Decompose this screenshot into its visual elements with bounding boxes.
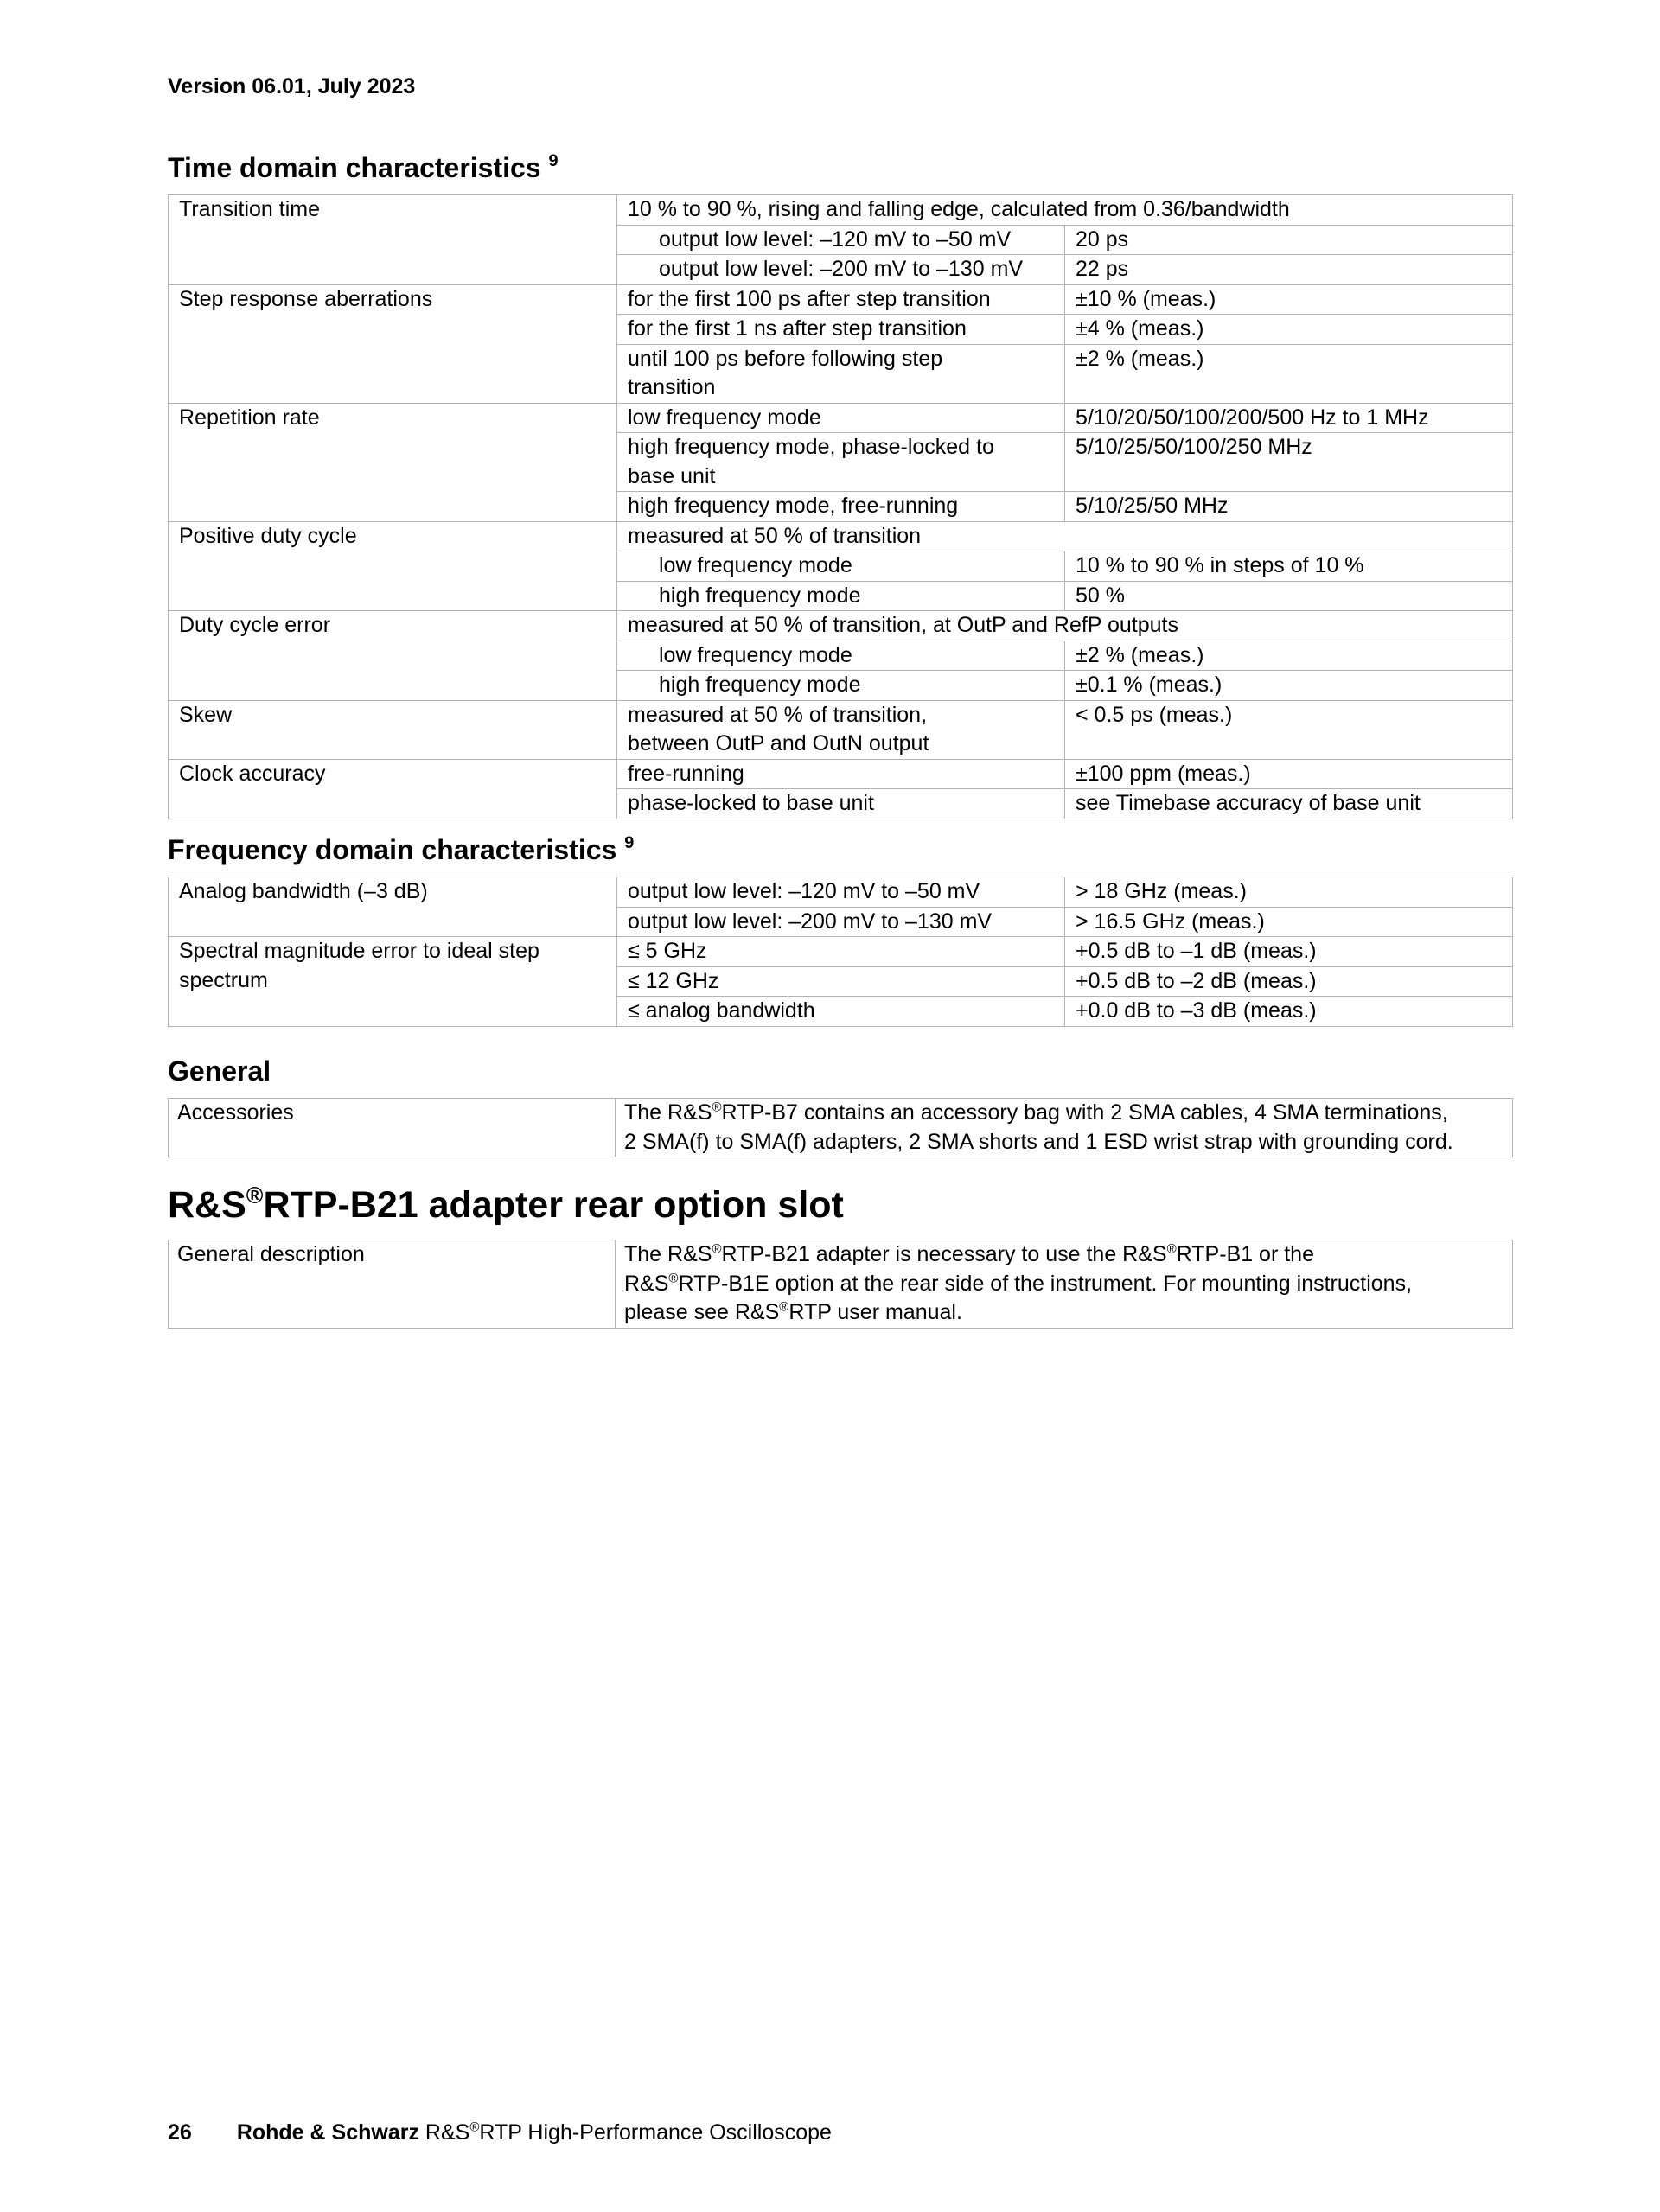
- row-value: > 16.5 GHz (meas.): [1065, 907, 1513, 937]
- row-condition: high frequency mode, phase-locked to base unit: [617, 433, 1065, 492]
- row-condition: ≤ 5 GHz: [617, 937, 1065, 967]
- table-row: [169, 759, 1513, 789]
- row-condition: high frequency mode: [617, 671, 1065, 701]
- row-value: 22 ps: [1065, 255, 1513, 285]
- row-condition: until 100 ps before following step transition: [617, 344, 1065, 403]
- row-value: +0.5 dB to –2 dB (meas.): [1065, 966, 1513, 997]
- row-condition: free-running: [617, 759, 1065, 789]
- version-header: Version 06.01, July 2023: [168, 74, 416, 99]
- row-value: 5/10/25/50/100/250 MHz: [1065, 433, 1513, 492]
- row-value: > 18 GHz (meas.): [1065, 877, 1513, 908]
- row-label: Duty cycle error: [169, 611, 617, 701]
- table-row: [169, 521, 1513, 551]
- row-value: ±10 % (meas.): [1065, 284, 1513, 315]
- b21-title-text: RTP-B21 adapter rear option slot: [263, 1184, 844, 1226]
- registered-mark: ®: [712, 1241, 722, 1257]
- b21-line-2: [624, 1270, 1502, 1299]
- row-condition: high frequency mode: [617, 581, 1065, 611]
- row-value: 10 % to 90 % in steps of 10 %: [1065, 551, 1513, 582]
- row-value: +0.5 dB to –1 dB (meas.): [1065, 937, 1513, 967]
- brand-text: The R&S: [624, 1242, 712, 1266]
- accessories-line-2: 2 SMA(f) to SMA(f) adapters, 2 SMA shorts and 1 ESD wrist strap with grounding cord.: [624, 1129, 1453, 1154]
- row-value: measured at 50 % of transition, at OutP and RefP outputs: [617, 611, 1513, 641]
- desc-text: RTP-B21 adapter is necessary to use the R&S: [721, 1242, 1167, 1266]
- row-value: 5/10/25/50 MHz: [1065, 492, 1513, 522]
- row-value: +0.0 dB to –3 dB (meas.): [1065, 997, 1513, 1027]
- row-condition: output low level: –120 mV to –50 mV: [617, 225, 1065, 255]
- row-condition: phase-locked to base unit: [617, 789, 1065, 819]
- row-value: 20 ps: [1065, 225, 1513, 255]
- table-row: [169, 403, 1513, 433]
- row-condition: ≤ 12 GHz: [617, 966, 1065, 997]
- table-row: [169, 195, 1513, 226]
- desc-text: please see R&S: [624, 1300, 780, 1324]
- table-row: [169, 1099, 1513, 1157]
- row-label: Repetition rate: [169, 403, 617, 521]
- row-value: ±100 ppm (meas.): [1065, 759, 1513, 789]
- row-value: ±0.1 % (meas.): [1065, 671, 1513, 701]
- b21-line-3: [624, 1298, 1502, 1328]
- b21-table: [168, 1240, 1513, 1329]
- row-condition: low frequency mode: [617, 641, 1065, 671]
- table-row: [169, 877, 1513, 908]
- row-condition: output low level: –120 mV to –50 mV: [617, 877, 1065, 908]
- row-condition: for the first 1 ns after step transition: [617, 315, 1065, 345]
- row-condition: low frequency mode: [617, 403, 1065, 433]
- row-condition: output low level: –200 mV to –130 mV: [617, 907, 1065, 937]
- row-label: Positive duty cycle: [169, 521, 617, 611]
- row-condition: low frequency mode: [617, 551, 1065, 582]
- footnote-ref: 9: [624, 833, 635, 853]
- row-label: Step response aberrations: [169, 284, 617, 403]
- row-condition: [617, 700, 1065, 759]
- b21-title-brand: R&S: [168, 1184, 246, 1226]
- registered-mark: ®: [668, 1271, 679, 1286]
- row-label: General description: [169, 1240, 616, 1329]
- row-value: < 0.5 ps (meas.): [1065, 700, 1513, 759]
- table-row: [169, 611, 1513, 641]
- footer-brand: Rohde & Schwarz: [236, 2120, 419, 2145]
- brand-text: The R&S: [624, 1100, 712, 1125]
- time-domain-heading: [168, 152, 559, 184]
- row-label: Spectral magnitude error to ideal step spectrum: [169, 937, 617, 1027]
- time-domain-table: [168, 194, 1513, 819]
- row-label: Transition time: [169, 195, 617, 285]
- row-value: see Timebase accuracy of base unit: [1065, 789, 1513, 819]
- time-domain-title: Time domain characteristics: [168, 152, 541, 183]
- table-row: [169, 1240, 1513, 1329]
- registered-mark: ®: [1166, 1241, 1177, 1257]
- row-condition: output low level: –200 mV to –130 mV: [617, 255, 1065, 285]
- row-value: [616, 1240, 1513, 1329]
- general-table: [168, 1098, 1513, 1157]
- row-value: 5/10/20/50/100/200/500 Hz to 1 MHz: [1065, 403, 1513, 433]
- desc-text: RTP-B1 or the: [1176, 1242, 1314, 1266]
- registered-mark: ®: [779, 1299, 789, 1315]
- skew-line-2: between OutP and OutN output: [628, 731, 929, 755]
- row-condition: ≤ analog bandwidth: [617, 997, 1065, 1027]
- row-value: ±4 % (meas.): [1065, 315, 1513, 345]
- accessories-line-1: [624, 1099, 1502, 1128]
- general-heading: General: [168, 1055, 271, 1087]
- frequency-domain-heading: [168, 834, 634, 866]
- row-value: ±2 % (meas.): [1065, 344, 1513, 403]
- registered-mark: ®: [712, 1100, 722, 1115]
- b21-line-1: [624, 1240, 1502, 1270]
- row-value: 10 % to 90 %, rising and falling edge, calculated from 0.36/bandwidth: [617, 195, 1513, 226]
- footer-product-b: RTP High-Performance Oscilloscope: [479, 2120, 832, 2145]
- accessories-text: RTP-B7 contains an accessory bag with 2 SMA cables, 4 SMA terminations,: [721, 1100, 1448, 1125]
- frequency-domain-table: [168, 877, 1513, 1027]
- row-label: Skew: [169, 700, 617, 759]
- table-row: [169, 937, 1513, 967]
- footnote-ref: 9: [548, 151, 559, 171]
- page-number: 26: [168, 2120, 192, 2145]
- row-condition: for the first 100 ps after step transition: [617, 284, 1065, 315]
- table-row: [169, 700, 1513, 759]
- page-footer: [168, 2120, 832, 2145]
- footer-product-a: R&S: [418, 2120, 470, 2145]
- row-value: [616, 1099, 1513, 1157]
- row-label: Analog bandwidth (–3 dB): [169, 877, 617, 937]
- registered-mark: ®: [469, 2120, 480, 2135]
- frequency-domain-title: Frequency domain characteristics: [168, 834, 617, 865]
- brand-text: R&S: [624, 1271, 669, 1296]
- b21-heading: [168, 1184, 844, 1227]
- row-label: Clock accuracy: [169, 759, 617, 819]
- row-label: Accessories: [169, 1099, 616, 1157]
- registered-mark: ®: [246, 1182, 264, 1208]
- row-condition: high frequency mode, free-running: [617, 492, 1065, 522]
- row-value: measured at 50 % of transition: [617, 521, 1513, 551]
- row-value: 50 %: [1065, 581, 1513, 611]
- desc-text: RTP user manual.: [788, 1300, 962, 1324]
- desc-text: RTP-B1E option at the rear side of the instrument. For mounting instructions,: [678, 1271, 1413, 1296]
- row-value: ±2 % (meas.): [1065, 641, 1513, 671]
- table-row: [169, 284, 1513, 315]
- skew-line-1: measured at 50 % of transition,: [628, 702, 928, 727]
